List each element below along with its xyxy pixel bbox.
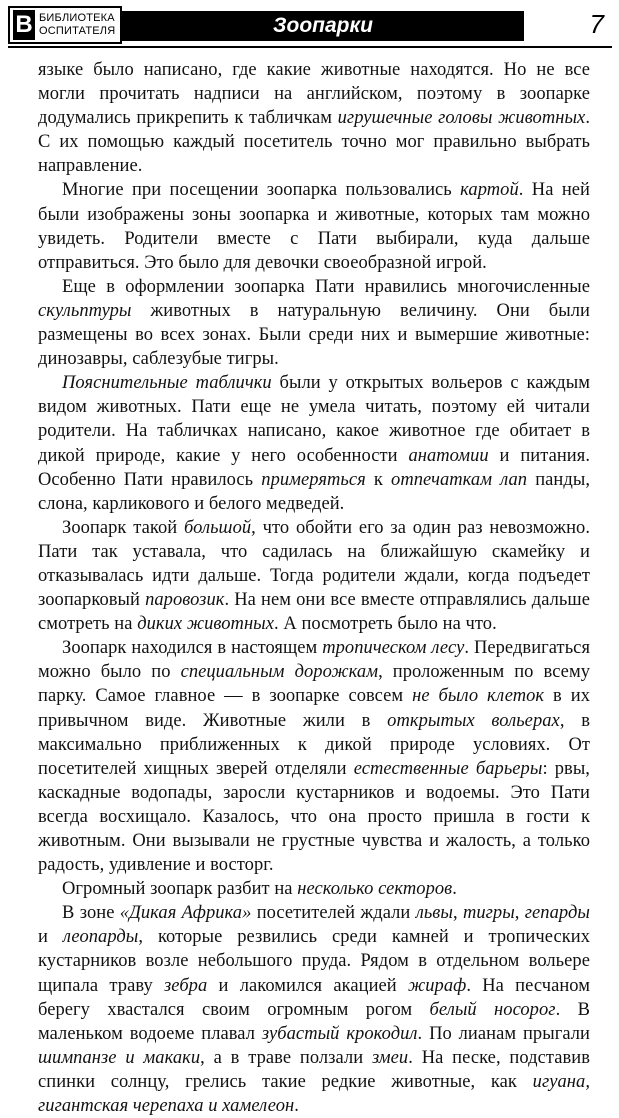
logo-line-2: ОСПИТАТЕЛЯ: [39, 25, 116, 37]
emphasized-text: скульптуры: [38, 300, 132, 321]
text-run: Огромный зоопарк разбит на: [62, 879, 298, 900]
emphasized-text: анатомии: [408, 445, 489, 466]
emphasized-text: отпечаткам лап: [391, 469, 528, 490]
text-run: языке было написано, где какие животные находятся. Но не все могли прочитать надписи на английском, поэтому в зоопарке додумались прикрепить к табличкам: [38, 60, 590, 129]
text-run: , в максимально приближенных к дикой природе условиях. От посетителей хищных зверей отделяли: [38, 710, 590, 779]
text-run: .: [452, 879, 457, 900]
text-run: , которые резвились среди камней и тропических кустарников возле небольшого пруда. Рядом в отдельном вольере щипала траву: [38, 927, 590, 996]
text-run: и: [38, 927, 63, 948]
text-run: , что обойти его за один раз невозможно. Пати так уставала, что садилась на ближайшую скамейку и отказывалась идти дальше. Тогда родители ждали, когда подъедет зоопарковый: [38, 517, 590, 611]
paragraph: [38, 58, 590, 178]
emphasized-text: зубастый крокодил: [261, 1023, 418, 1044]
emphasized-text: львы: [415, 903, 453, 924]
text-run: В зоне: [62, 903, 120, 924]
emphasized-text: открытых вольерах: [387, 710, 560, 731]
text-run: .: [294, 1096, 299, 1117]
text-run: и питания. Особенно Пати нравилось: [38, 445, 590, 490]
emphasized-text: картой: [460, 180, 519, 201]
text-run: посетителей ждали: [251, 903, 416, 924]
emphasized-text: тигры: [462, 903, 515, 924]
paragraph: [38, 275, 590, 371]
emphasized-text: игрушечные головы животных: [337, 108, 586, 129]
emphasized-text: большой: [184, 517, 252, 538]
text-run: . С их помощью каждый посетитель точно мог правильно выбрать направление.: [38, 108, 590, 177]
emphasized-text: зебра: [164, 975, 208, 996]
text-run: . На песке, подставив спинки солнцу, грелись такие редкие животные, как: [38, 1047, 590, 1092]
text-run: в их привычном виде. Животные жили в: [38, 686, 591, 731]
text-run: животных в натуральную величину. Они были размещены во всех зонах. Были среди них и вымершие животные: динозавры, саблезубые тигры.: [38, 300, 590, 370]
emphasized-text: «Дикая Африка»: [119, 903, 252, 924]
page-body-text: [38, 58, 590, 1118]
text-run: . По лианам прыгали: [417, 1023, 590, 1044]
paragraph: [38, 178, 590, 274]
text-run: , а в траве ползали: [200, 1047, 372, 1068]
logo-line-1: БИБЛИОТЕКА: [39, 12, 115, 24]
text-run: были у открытых вольеров с каждым видом животных. Пати еще не умела читать, поэтому ей читали родители. На табличках написано, какое животное где обитает в дикой природе, какие у него особенности: [38, 373, 590, 466]
paragraph: [38, 371, 590, 516]
text-run: к: [365, 469, 392, 490]
text-run: . В маленьком водоеме плавал: [38, 999, 590, 1044]
text-run: и лакомился акацией: [207, 975, 408, 996]
text-run: ,: [514, 903, 525, 924]
page-number: 7: [589, 9, 604, 39]
paragraph: [38, 901, 590, 1118]
page-header: [8, 6, 612, 48]
text-run: ,: [452, 903, 463, 924]
text-run: . На ней были изображены зоны зоопарка и животные, которых там можно увидеть. Родители вместе с Пати выбирали, куда дальше отправиться. Это было для девочки своеобразной игрой.: [38, 180, 591, 273]
emphasized-text: не было клеток: [412, 686, 545, 707]
emphasized-text: леопарды: [62, 927, 139, 948]
emphasized-text: Пояснительные таблички: [62, 373, 272, 394]
emphasized-text: белый носорог: [429, 999, 556, 1020]
text-run: . На нем они все вместе отправлялись дальше смотреть на: [38, 590, 590, 635]
emphasized-text: специальным дорожкам: [180, 662, 379, 683]
paragraph: [38, 636, 590, 877]
text-run: . На песчаном берегу хвастался своим огромным рогом: [38, 975, 591, 1020]
text-run: Зоопарк находился в настоящем: [62, 638, 323, 659]
series-logo: [8, 6, 122, 44]
header-rule: [8, 46, 612, 48]
logo-letter: В: [13, 10, 35, 40]
emphasized-text: примеряться: [261, 469, 366, 490]
paragraph: [38, 516, 590, 636]
emphasized-text: несколько секторов: [297, 879, 453, 900]
section-title: Зоопарки: [122, 11, 524, 41]
text-run: панды, слона, карликового и белого медведей.: [38, 469, 590, 514]
text-run: . А посмотреть было на что.: [274, 614, 497, 635]
text-run: , проложенным по всему парку. Самое главное — в зоопарке совсем: [38, 662, 590, 707]
emphasized-text: жираф: [408, 975, 467, 996]
emphasized-text: диких животных: [137, 614, 275, 635]
logo-text: [39, 12, 115, 38]
text-run: . Передвигаться можно было по: [38, 638, 591, 683]
emphasized-text: гепарды: [524, 903, 590, 924]
emphasized-text: естественные барьеры: [353, 758, 543, 779]
text-run: Многие при посещении зоопарка пользовались: [62, 180, 461, 201]
emphasized-text: тропическом лесу: [322, 638, 465, 659]
emphasized-text: паровозик: [145, 590, 225, 611]
paragraph: [38, 877, 590, 901]
emphasized-text: змеи: [372, 1047, 409, 1068]
emphasized-text: шимпанзе и макаки: [38, 1047, 201, 1068]
emphasized-text: игуана, гигантская черепаха и хамелеон: [38, 1071, 590, 1117]
text-run: : рвы, каскадные водопады, заросли кустарников и водоемы. Это Пати всегда восхищало. Казалось, что она просто пришла в гости к животным. Они вызывали не грустные чувства и жалость, а только радость, удивление и восторг.: [38, 758, 590, 876]
text-run: Еще в оформлении зоопарка Пати нравились многочисленные: [62, 276, 590, 297]
text-run: Зоопарк такой: [62, 517, 185, 538]
